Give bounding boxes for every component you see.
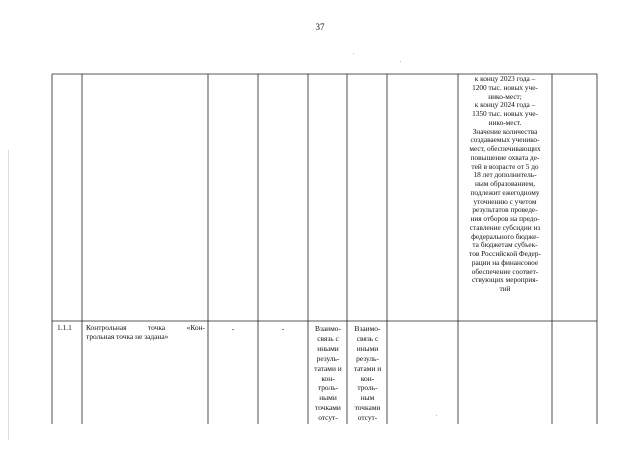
result-line: нико-мест. bbox=[488, 117, 522, 127]
end-date-dash: - bbox=[281, 324, 285, 333]
result-line: подлежит ежегодному bbox=[470, 187, 540, 197]
result-line: ставление субсидии из bbox=[469, 222, 541, 232]
relation-line: отсут- bbox=[357, 413, 378, 423]
result-line: тов Российской Федер- bbox=[469, 249, 541, 258]
scan-speck bbox=[400, 61, 401, 62]
result-line: 1200 тыс. новых уче- bbox=[472, 82, 538, 92]
relation-line: связь с bbox=[356, 333, 379, 343]
row-number: 1.1.1 bbox=[57, 323, 72, 332]
relation-line: троль- bbox=[357, 383, 378, 393]
result-line: мест, обеспечивающих bbox=[469, 144, 541, 153]
scan-speck bbox=[353, 53, 354, 54]
result-description bbox=[459, 75, 551, 294]
relation-line: иными bbox=[356, 343, 379, 353]
checkpoint-name-line: Контрольная точка «Кон- bbox=[86, 323, 205, 332]
result-line: федерального бюдже- bbox=[471, 231, 539, 241]
checkpoint-name bbox=[86, 324, 205, 341]
result-line: 1350 тыс. новых уче- bbox=[472, 109, 538, 118]
result-line: тей в возрасте от 5 до bbox=[471, 161, 539, 171]
scan-speck bbox=[436, 415, 437, 416]
relation-line: резуль- bbox=[356, 353, 379, 363]
result-line: ным образованием, bbox=[474, 179, 536, 188]
relation-line: точками bbox=[315, 403, 341, 413]
result-line: обеспечение соответ- bbox=[471, 266, 539, 276]
result-line: тий bbox=[499, 284, 511, 293]
relation-text-b bbox=[348, 324, 387, 423]
relation-line: татами и bbox=[353, 363, 382, 373]
result-line: к концу 2023 года – bbox=[474, 74, 536, 83]
result-line: ствующих мероприя- bbox=[471, 275, 539, 285]
result-line: нико-мест; bbox=[488, 91, 522, 101]
result-line: результатов проведе- bbox=[472, 205, 538, 215]
relation-line: точками bbox=[354, 403, 381, 413]
result-line: к концу 2024 года – bbox=[474, 100, 536, 110]
relation-line: кон- bbox=[360, 373, 375, 383]
result-line: уточнению с учетом bbox=[473, 196, 537, 206]
result-line: 18 лет дополнитель- bbox=[473, 170, 537, 180]
relation-line: резуль- bbox=[316, 353, 340, 363]
relation-line: Взаимо- bbox=[315, 324, 341, 333]
relation-line: ными bbox=[319, 393, 337, 403]
relation-line: троль- bbox=[317, 383, 339, 393]
start-date-dash: - bbox=[231, 324, 235, 333]
scan-edge-line bbox=[8, 150, 9, 440]
relation-line: ным bbox=[360, 393, 375, 403]
result-line: повышение охвата де- bbox=[470, 152, 540, 162]
result-line: рации на финансовое bbox=[471, 257, 539, 267]
relation-line: кон- bbox=[321, 373, 335, 383]
relation-text-a bbox=[309, 324, 347, 423]
relation-line: отсут- bbox=[318, 413, 338, 423]
page-number: 37 bbox=[315, 22, 325, 32]
relation-line: связь с bbox=[317, 333, 339, 343]
checkpoint-name-line: трольная точка не задана» bbox=[86, 331, 169, 341]
relation-line: иными bbox=[317, 343, 339, 353]
relation-line: татами и bbox=[314, 363, 342, 373]
result-line: ния отборов на предо- bbox=[470, 214, 540, 223]
result-line: Значение количества bbox=[472, 126, 538, 136]
relation-line: Взаимо- bbox=[354, 324, 381, 333]
result-line: создаваемых ученико- bbox=[470, 135, 540, 145]
result-line: та бюджетам субъек- bbox=[472, 240, 538, 250]
